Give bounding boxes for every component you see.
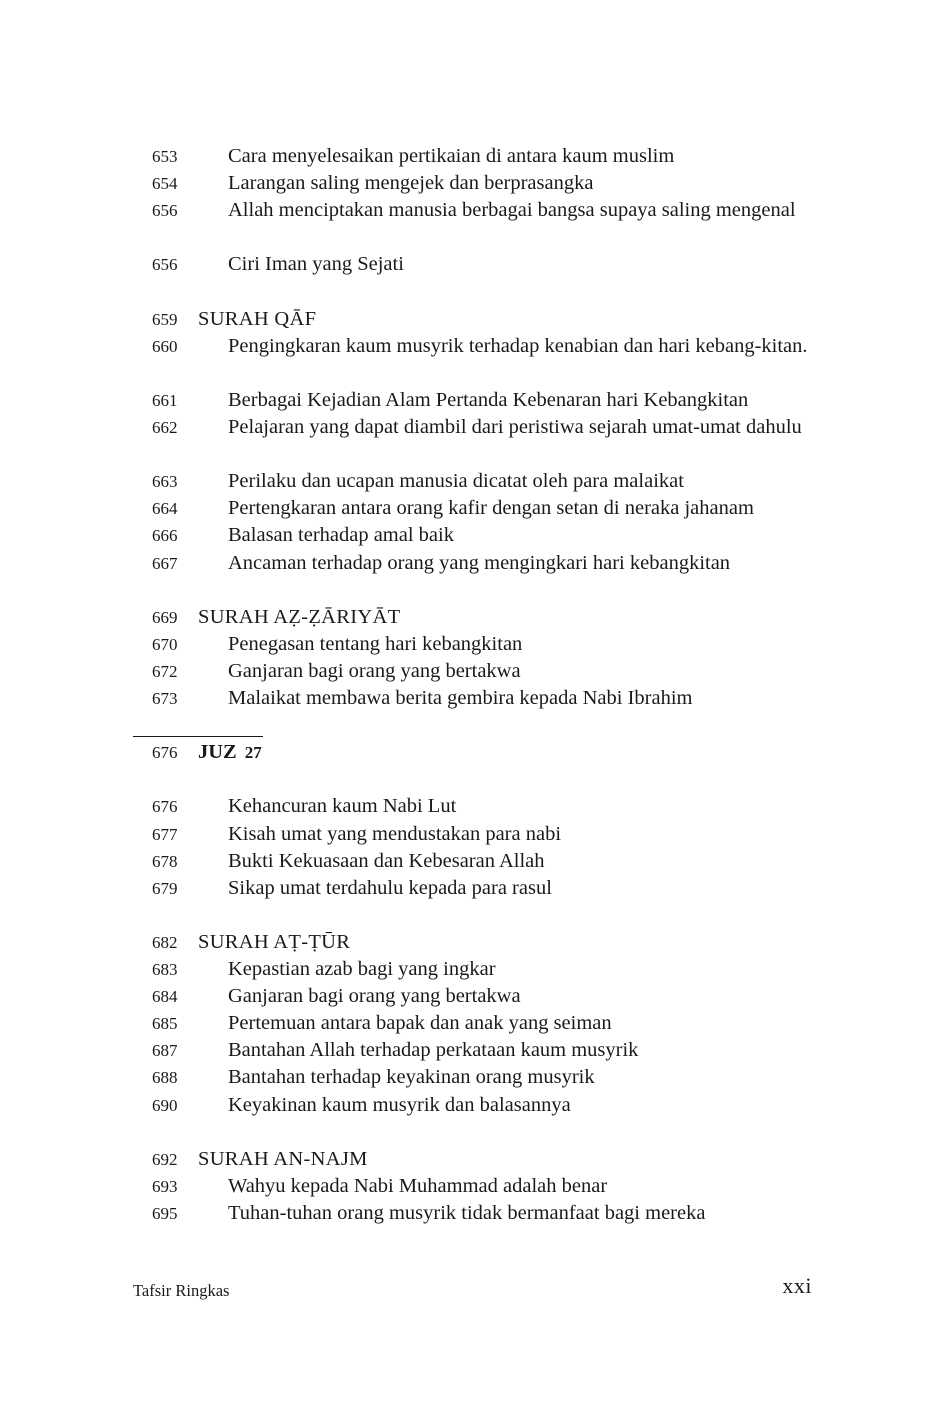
toc-page-number: 661 [152,390,178,410]
toc-page-number: 669 [152,607,178,627]
toc-page-number: 679 [152,878,178,898]
toc-page-number: 664 [152,499,178,519]
toc-entry-title: Berbagai Kejadian Alam Pertanda Kebenaran hari Kebangkitan [228,388,749,411]
page-number: xxi [782,1273,812,1298]
toc-entry-title: Ganjaran bagi orang yang bertakwa [228,985,521,1008]
toc-page-number: 688 [152,1068,178,1088]
toc-page-number: 692 [152,1149,178,1169]
toc-entry-title: Pertemuan antara bapak dan anak yang seiman [228,1012,612,1035]
toc-entry-title: Cara menyelesaikan pertikaian di antara kaum muslim [228,145,675,167]
toc-entry-title: Ganjaran bagi orang yang bertakwa [228,659,521,682]
toc-page-number: 676 [152,743,178,763]
toc-page-number: 662 [152,418,178,437]
toc-entry-title: Pengingkaran kaum musyrik terhadap kenabian dan hari kebang-kitan. [228,334,808,357]
toc-entry-title: Kepastian azab bagi yang ingkar [228,958,496,980]
toc-entry-title: Ciri Iman yang Sejati [228,253,404,276]
toc-page-number: 670 [152,634,178,654]
toc-page-number: 667 [152,553,178,573]
toc-page-number: 672 [152,661,178,681]
toc-entry-title: Pertengkaran antara orang kafir dengan setan di neraka jahanam [228,497,754,520]
toc-entry-title: Kisah umat yang mendustakan para nabi [228,822,562,845]
toc-entry-title: Balasan terhadap amal baik [228,524,454,547]
juz-label: JUZ [198,741,237,764]
toc-entry-title: Bukti Kekuasaan dan Kebesaran Allah [228,849,545,872]
toc-entry-title: Penegasan tentang hari kebangkitan [228,632,523,655]
toc-entry-title: Bantahan terhadap keyakinan orang musyrik [228,1066,595,1089]
toc-page-number: 656 [152,201,178,221]
running-footer-title: Tafsir Ringkas [133,1281,230,1300]
toc-entry-title: Perilaku dan ucapan manusia dicatat oleh para malaikat [228,470,684,493]
toc-entry-title: Kehancuran kaum Nabi Lut [228,795,457,818]
toc-entry-title: Allah menciptakan manusia berbagai bangsa supaya saling mengenal [228,199,796,222]
toc-page-number: 660 [152,336,178,356]
surah-title: SURAH QĀF [198,307,317,330]
surah-title: SURAH AN-NAJM [198,1147,368,1170]
toc-page-number: 654 [152,174,178,194]
surah-title: SURAH AẒ-ẒĀRIYĀT [198,605,401,628]
toc-page-number: 678 [152,851,178,871]
toc-page-number: 653 [152,147,178,166]
toc-page-number: 676 [152,797,178,817]
toc-page-number: 685 [152,1014,178,1034]
toc-page-number: 687 [152,1041,178,1061]
toc-entry-title: Keyakinan kaum musyrik dan balasannya [228,1093,571,1116]
toc-page-number: 682 [152,932,178,952]
toc-page-number: 693 [152,1176,178,1196]
toc-page-number: 666 [152,526,178,546]
section-divider-rule [133,736,263,737]
toc-page-number: 683 [152,960,178,979]
toc-page-number: 673 [152,689,178,708]
toc-page-number: 690 [152,1095,178,1115]
toc-entry-title: Pelajaran yang dapat diambil dari peristiwa sejarah umat-umat dahulu [228,416,802,438]
toc-page-number: 684 [152,987,178,1007]
toc-page-number: 659 [152,309,178,329]
juz-number: 27 [244,743,262,763]
toc-entry-title: Sikap umat terdahulu kepada para rasul [228,876,552,899]
surah-title: SURAH AṬ-ṬŪR [198,930,351,953]
toc-page-number: 695 [152,1203,178,1223]
toc-entry-title: Ancaman terhadap orang yang mengingkari hari kebangkitan [228,551,731,574]
toc-page-number: 677 [152,824,178,844]
toc-page-number: 663 [152,472,178,492]
toc-entry-title: Wahyu kepada Nabi Muhammad adalah benar [228,1174,608,1197]
toc-entry-title: Bantahan Allah terhadap perkataan kaum musyrik [228,1039,639,1062]
toc-entry-title: Larangan saling mengejek dan berprasangka [228,172,594,195]
toc-page-number: 656 [152,255,178,275]
toc-entry-title: Malaikat membawa berita gembira kepada Nabi Ibrahim [228,687,693,709]
toc-entry-title: Tuhan-tuhan orang musyrik tidak bermanfaat bagi mereka [228,1201,706,1224]
juz-heading [198,739,262,766]
